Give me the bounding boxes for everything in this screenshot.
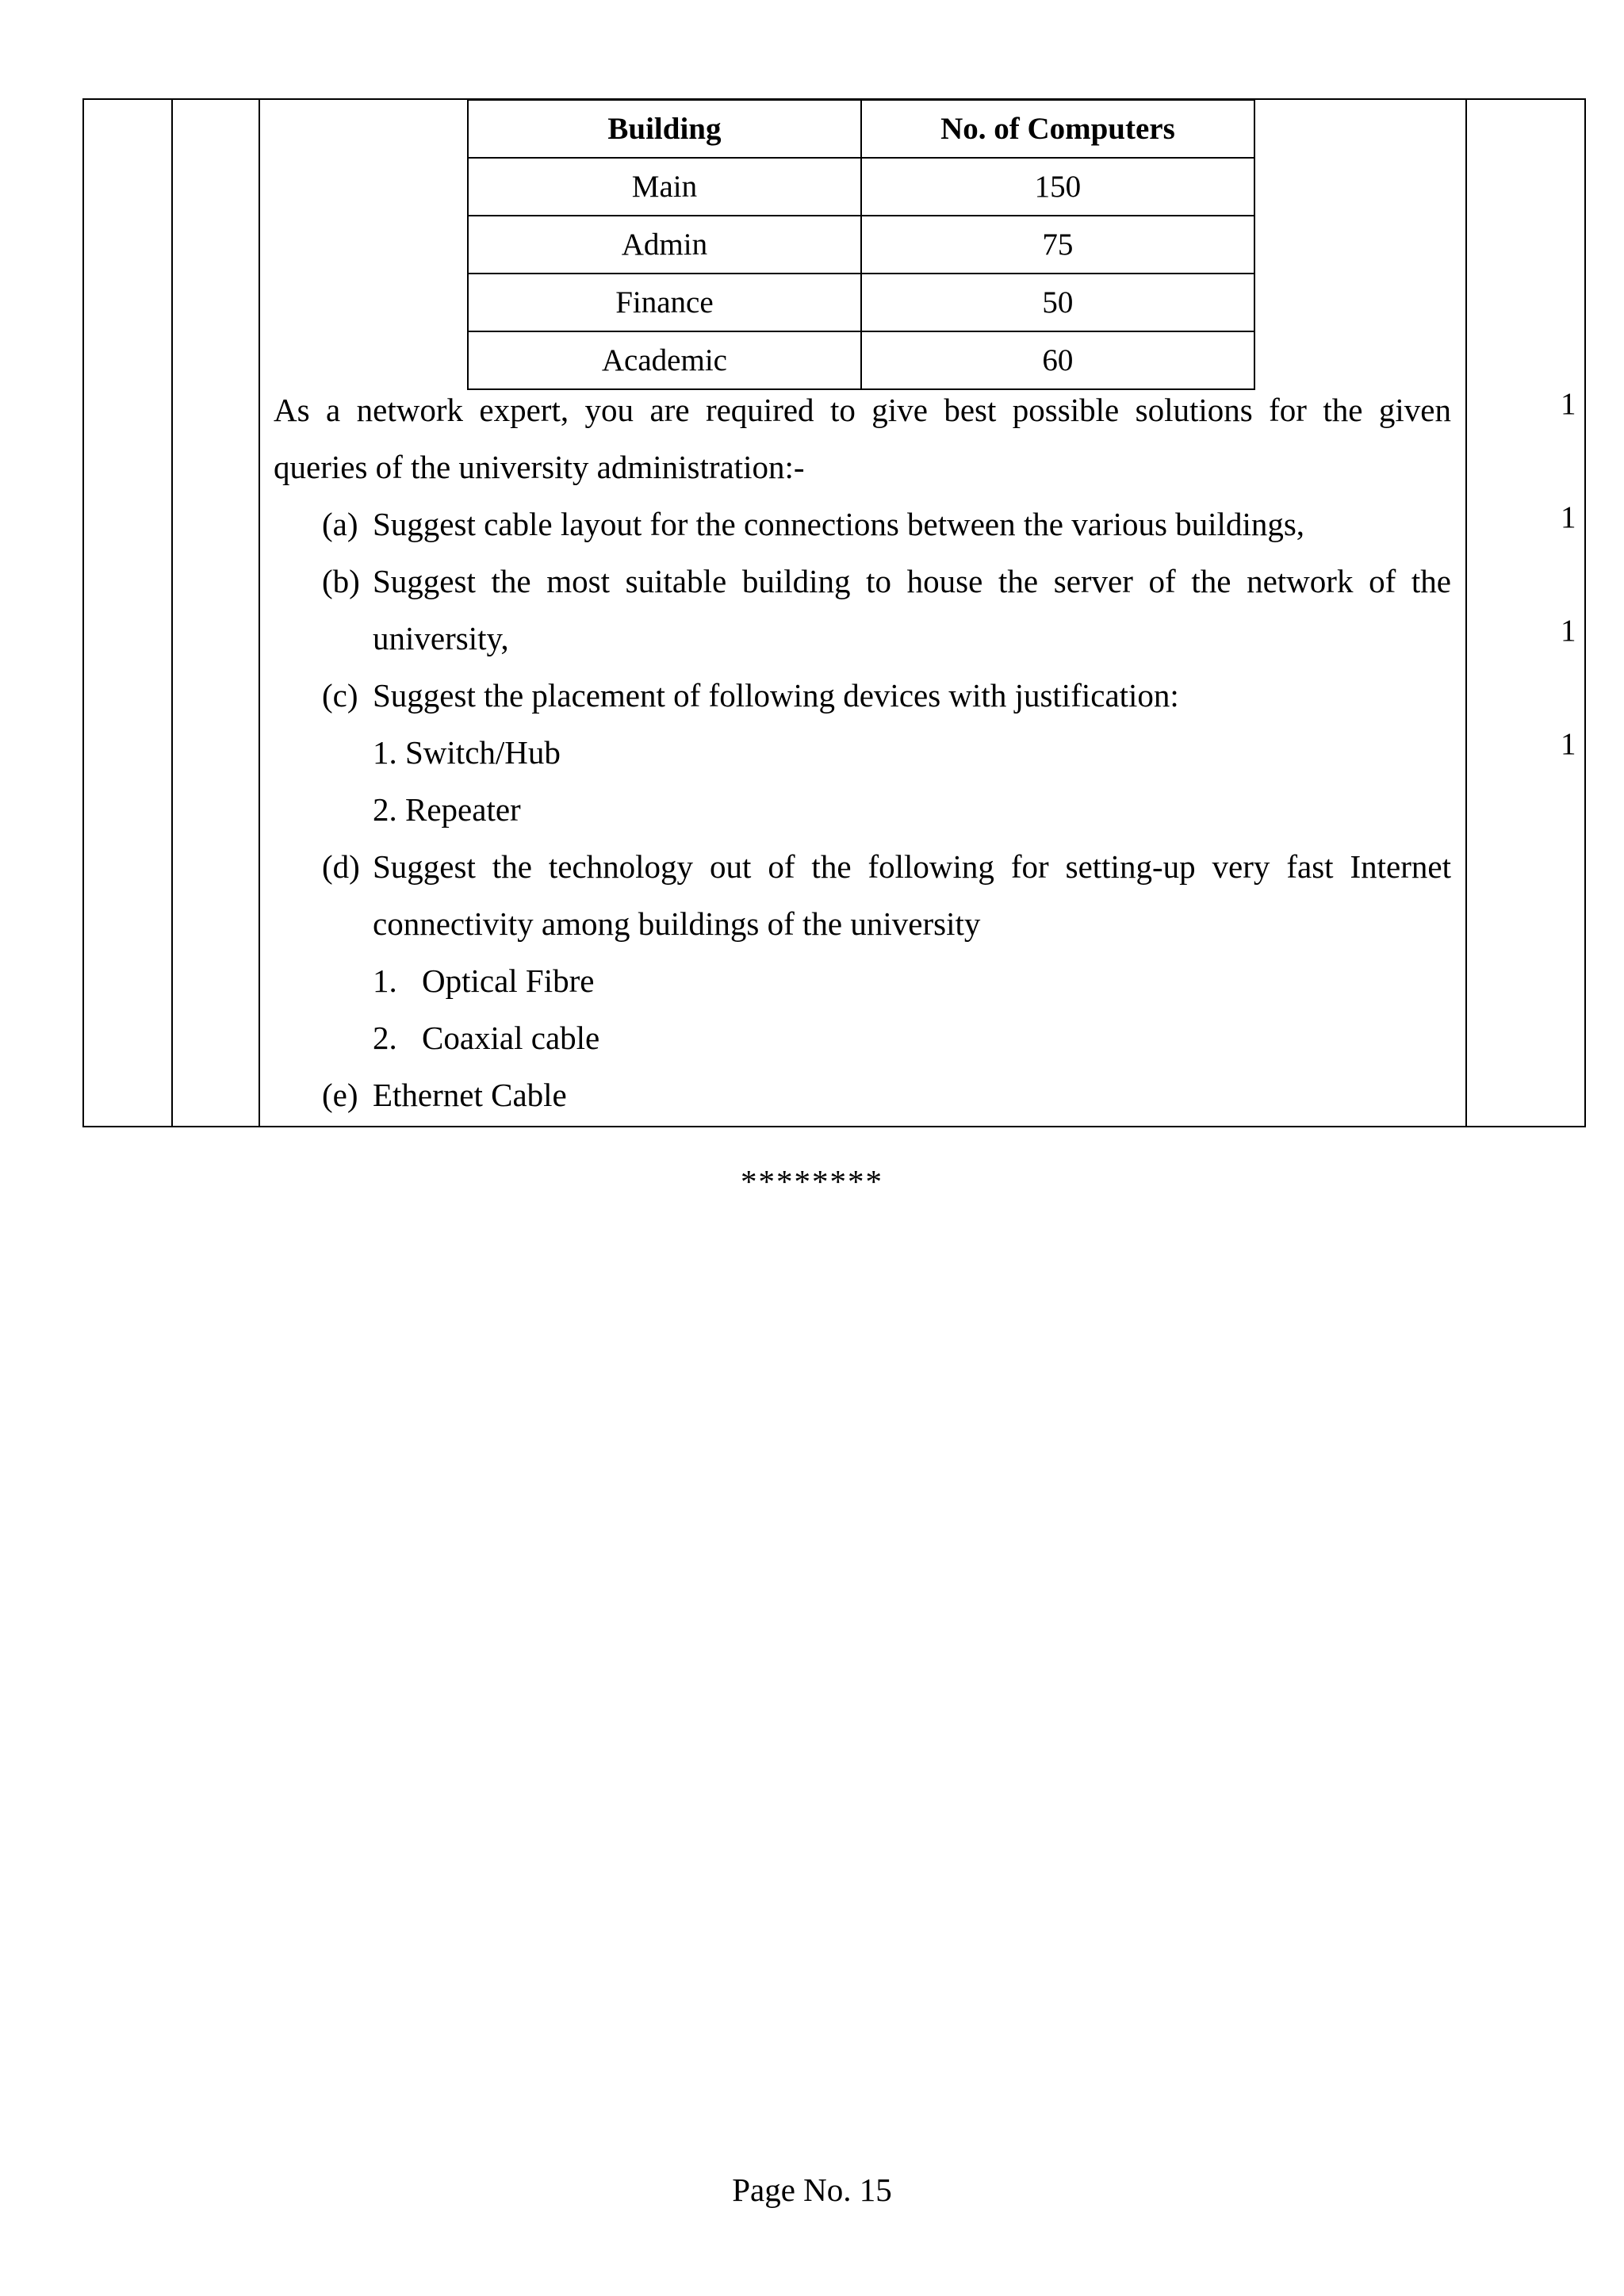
item-b-text-2: university, [373,620,509,656]
table-header-row [468,100,1254,158]
table-row [468,274,1254,331]
building-cell: Academic [468,331,861,389]
item-d-option-1: Optical Fibre [422,962,595,999]
computers-cell: 50 [861,274,1254,331]
item-c-marker: (c) [322,677,358,714]
item-d-option-2: Coaxial cable [422,1020,600,1056]
intro-line-2: queries of the university administration:- [274,449,805,485]
item-e-marker: (e) [322,1077,358,1113]
item-b-text-1: Suggest the most suitable building to house the server of the network of the [373,563,1451,599]
column-divider [1465,100,1467,1126]
building-cell: Admin [468,216,861,274]
mark-value: 1 [1561,387,1576,421]
item-a-marker: (a) [322,506,358,542]
item-d-option-1-number: 1. [373,962,397,999]
table-row [468,331,1254,389]
end-separator: ******** [741,1163,883,1200]
building-cell: Main [468,158,861,216]
page-number: Page No. 15 [732,2172,892,2208]
mark-value: 1 [1561,727,1576,761]
item-d-marker: (d) [322,848,360,885]
item-e-text: Ethernet Cable [373,1077,567,1113]
header-building: Building [468,100,861,158]
item-b-marker: (b) [322,563,360,599]
column-divider [259,100,260,1126]
computers-cell: 75 [861,216,1254,274]
mark-value: 1 [1561,500,1576,534]
mark-value: 1 [1561,614,1576,648]
column-divider [171,100,173,1126]
item-c-sub-1: 1. Switch/Hub [373,734,561,771]
table-row [468,158,1254,216]
header-computers: No. of Computers [861,100,1254,158]
item-d-text-2: connectivity among buildings of the university [373,905,981,942]
buildings-table [467,99,1255,390]
item-d-text-1: Suggest the technology out of the following for setting-up very fast Internet [373,848,1451,885]
item-d-option-2-number: 2. [373,1020,397,1056]
item-c-sub-2: 2. Repeater [373,791,521,828]
table-row [468,216,1254,274]
computers-cell: 60 [861,331,1254,389]
item-c-text: Suggest the placement of following devices with justification: [373,677,1179,714]
item-a-text: Suggest cable layout for the connections between the various buildings, [373,506,1305,542]
computers-cell: 150 [861,158,1254,216]
intro-line-1: As a network expert, you are required to give best possible solutions for the given [274,392,1451,428]
building-cell: Finance [468,274,861,331]
